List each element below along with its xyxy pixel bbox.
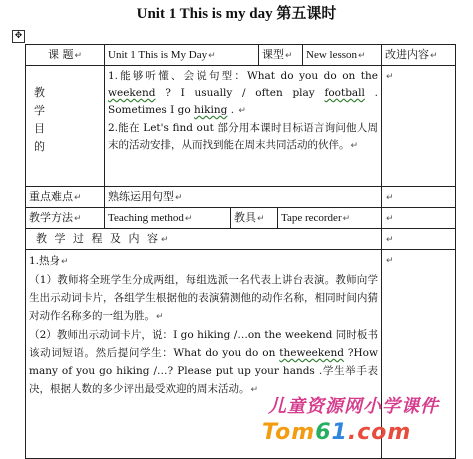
type-label: 课型	[262, 48, 284, 61]
type-value: New lesson	[306, 49, 358, 61]
cell-type-value: New lesson↵	[302, 44, 382, 66]
cell-goals-content: 1.能够听懂、会说句型：What do you do on the weekend ? I usually / often play football . Sometimes I go hiking . ↵ 2.能在 Let's find out 部分用本课时目标语言询问他人周末的活动安排，从而找到能在周末共同活动的伙伴。↵	[104, 65, 382, 187]
cell-revise-label: 改进内容↵	[381, 44, 456, 66]
watermark-bottom-text	[262, 420, 411, 445]
process-heading: 1.热身	[29, 255, 61, 267]
methods-label: 教学方法	[29, 211, 73, 224]
goal-1-hiking: hiking	[194, 104, 228, 116]
cell-process-header-revise: ↵	[381, 228, 456, 250]
cell-course: Unit 1 This is My Day↵	[104, 44, 259, 66]
goals-label-char: 目	[34, 122, 45, 135]
watermark-top-text: 儿童资源网小学课件	[268, 396, 439, 417]
goal-1-text: ? I usually / often play	[155, 87, 325, 99]
cell-aids-label: 教具↵	[230, 207, 278, 229]
goals-label-char: 的	[34, 140, 45, 153]
goal-1-weekend: weekend	[108, 87, 156, 99]
cell-goals-label	[25, 65, 105, 187]
goal-1-text: . Sometimes I go	[108, 87, 378, 116]
goal-2-text: 2.能在 Let's find out 部分用本课时目标语言询问他人周末的活动安排，从而找到能在周末共同活动的伙伴。	[108, 122, 378, 151]
cell-process-revise: ↵	[381, 249, 456, 459]
goal-1-text: .	[227, 104, 238, 116]
goal-1-text: 1.能够听懂、会说句型：What do you do on the	[108, 70, 378, 82]
topic-label: 课 题	[47, 48, 74, 61]
keypoints-label: 重点难点	[29, 190, 73, 203]
cell-goals-revise: ↵	[381, 65, 456, 187]
table-move-handle-icon[interactable]: ✥	[12, 30, 25, 43]
process-header: 教 学 过 程 及 内 容	[36, 232, 160, 245]
process-paragraph-2: （2）教师出示动词卡片，说：I go hiking /…on the weekend 同时板书该动词短语。然后提问学生：What do you do on	[29, 329, 378, 359]
cell-methods-value: Teaching method↵	[104, 207, 231, 229]
cell-aids-value: Tape recorder↵	[277, 207, 382, 229]
cell-methods-label: 教学方法↵	[25, 207, 105, 229]
process-paragraph-1: （1）教师将全班学生分成两组，每组选派一名代表上讲台表演。教师向学生出示动词卡片，各组学生根据他的表演猜测他的动作名称，相同时间内猜对动作名称多的一组为胜。	[29, 274, 378, 322]
keypoints-value: 熟练运用句型	[108, 190, 174, 203]
cell-keypoints-revise: ↵	[381, 186, 456, 208]
methods-value: Teaching method	[108, 212, 184, 224]
page-title: Unit 1 This is my day 第五课时	[136, 6, 337, 22]
goals-label-char: 教	[34, 86, 45, 99]
goals-label-char: 学	[34, 104, 45, 117]
site-watermark-logo	[262, 392, 473, 452]
watermark-part: 1	[331, 420, 348, 445]
process-paragraph-2: ?How many of you go hiking /…? Please put up your hands .学生举手表决，根据人数的多少评出最受欢迎的周末活动。	[29, 347, 378, 395]
process-theweekend: theweekend	[279, 347, 344, 359]
cell-keypoints-label: 重点难点↵	[25, 186, 105, 208]
revise-label: 改进内容	[385, 48, 429, 61]
cell-process-content: 1.热身↵ （1）教师将全班学生分成两组，每组选派一名代表上讲台表演。教师向学生出示动词卡片，各组学生根据他的表演猜测他的动作名称，相同时间内猜对动作名称多的一组为胜。↵ （2）教师出示动词卡片，说：I go hiking /…on the weekend 同时板书该动词短语。然后提问学生：What do you do on theweekend ?How many of you go hiking /…? Please put up your hands .学生举手表决，根据人数的多少评出最受欢迎的周末活动。↵	[25, 249, 382, 459]
aids-value: Tape recorder	[281, 212, 342, 224]
aids-label: 教具	[234, 211, 256, 224]
cell-type-label: 课型↵	[258, 44, 303, 66]
cell-process-header: 教 学 过 程 及 内 容↵	[25, 228, 382, 250]
watermark-part: Tom	[262, 420, 316, 445]
watermark-part: 6	[315, 420, 332, 445]
cell-keypoints-value: 熟练运用句型↵	[104, 186, 382, 208]
watermark-part: .com	[347, 420, 412, 445]
cell-methods-revise: ↵	[381, 207, 456, 229]
goal-1-football: football	[324, 87, 365, 99]
cell-topic-label: 课 题↵	[25, 44, 105, 66]
course-name: Unit 1 This is My Day	[108, 49, 208, 61]
